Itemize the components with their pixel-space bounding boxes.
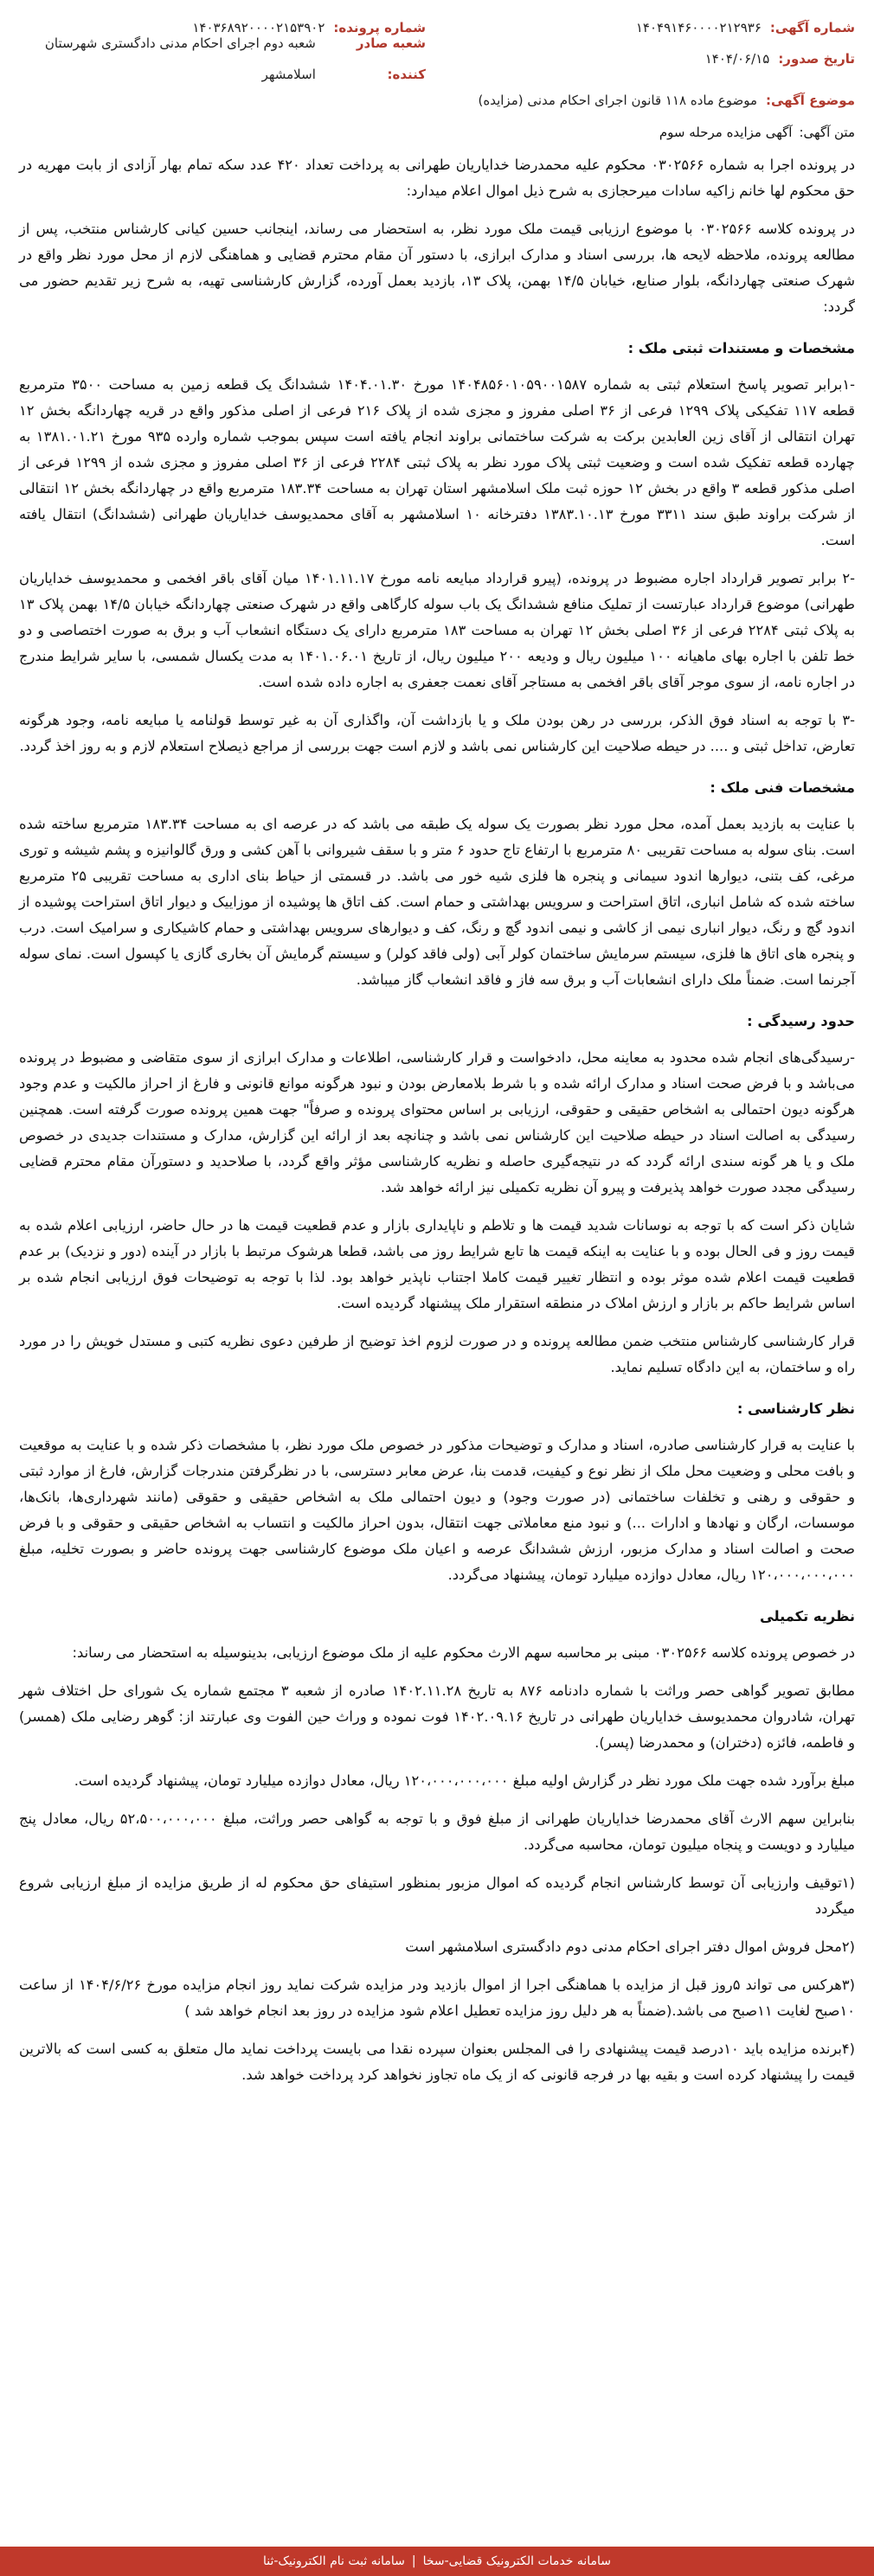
paragraph-5: -۳ با توجه به اسناد فوق الذکر، بررسی در رهن بودن ملک و یا بازداشت آن، واگذاری آن به غیر توسط قولنامه یا مبایعه نامه، وجود هرگونه تعارض، تداخل ثبتی و .... در حیطه صلاحیت این کارشناس نمی باشد و لازم است جهت بررسی از مراجع ذیصلاح استعلام لازم و به روز اخذ گردد.	[19, 712, 855, 754]
footer-bar	[0, 2547, 874, 2576]
subject-label: موضوع آگهی:	[765, 93, 855, 108]
case-number-label: شماره پرونده:	[333, 20, 426, 35]
paragraph-intro: در پرونده اجرا به شماره ۰۳۰۲۵۶۶ محکوم علیه محمدرضا خدایاریان طهرانی به پرداخت تعداد ۴۲۰ عدد سکه تمام بهار آزادی از بابت مهریه در حق محکوم لها خانم زاکیه سادات میرحجازی به شرح ذیل اموال اعلام میدارد:	[19, 157, 855, 199]
paragraph-2: در پرونده کلاسه ۰۳۰۲۵۶۶ با موضوع ارزیابی قیمت ملک مورد نظر، به استحضار می رساند، اینجانب حسین کیانی کارشناس منتخب، پس از مطالعه پرونده، ملاحظه لایحه ها، بررسی اسناد و مدارک ابرازی، با دستور آن مقام محترم قضایی و هماهنگی لازم از محل مورد نظر واقع در شهرک صنعتی چهاردانگه، بلوار صنایع، خیابان ۱۴/۵ بهمن، پلاک ۱۳، بازدید بعمل آورده، گزارش کارشناسی تهیه، به شرح زیر تقدیم حضور می گردد:	[19, 221, 855, 315]
ad-text-label: متن آگهی:	[799, 125, 855, 140]
ad-number-value: ۱۴۰۴۹۱۴۶۰۰۰۰۲۱۲۹۳۶	[635, 20, 762, 35]
footer-link-sana[interactable]: سامانه ثبت نام الکترونیک-ثنا	[262, 2554, 405, 2568]
paragraph-10: با عنایت به قرار کارشناسی صادره، اسناد و مدارک و توضیحات مذکور در خصوص ملک مورد نظر، با مشخصات ذکر شده و با عنایت به موقعیت و بافت محلی و وضعیت محل ملک از نظر نوع و کیفیت، قدمت بنا، عرض معابر دسترسی، با در نظرگرفتن مندرجات گزارش، فارغ از موارد ثبتی و حقوقی و رهنی و تخلفات ساختمانی (در صورت وجود) و دیون احتمالی ملک به اشخاص حقیقی و حقوقی (مانند شهرداری‌ها، بانک‌ها، موسسات، ارگان و نهادها و ادارات ...) و نبود منع معاملاتی جهت انتقال، بدون احراز مالکیت و انتساب به اشخاص حقیقی و حقوقی و با فرض صحت و اصالت اسناد و مدارک مزبور، ارزش ششدانگ عرصه و اعیان ملک موضوع کارشناسی جهت پرونده حاضر و بصورت تخلیه، مبلغ ۱۲۰،۰۰۰،۰۰۰،۰۰۰ ریال، معادل دوازده میلیارد تومان، پیشنهاد می‌گردد.	[19, 1437, 855, 1583]
paragraph-3: -۱برابر تصویر پاسخ استعلام ثبتی به شماره ۱۴۰۴۸۵۶۰۱۰۵۹۰۰۱۵۸۷ مورخ ۱۴۰۴.۰۱.۳۰ ششدانگ یک قطعه زمین به مساحت ۳۵۰۰ مترمربع قطعه ۱۱۷ تفکیکی پلاک ۱۲۹۹ فرعی از ۳۶ اصلی مفروز و مجزی شده از پلاک ۲۱۶ فرعی از اصلی مذکور واقع در قریه چهاردانگه بخش ۱۲ تهران انتقالی از آقای زین العابدین برکت به شرکت ساختمانی براوند انجام یافته است سپس بموجب شماره وارده ۹۳۵ مورخ ۱۳۸۱.۰۱.۲۱ به چهارده قطعه تفکیک شده است و وضعیت ثبتی پلاک مورد نظر به پلاک ثبتی ۲۲۸۴ فرعی از ۳۶ اصلی مفروز و مجزی شده از ۱۲۹۹ فرعی از اصلی مذکور قطعه ۳ واقع در بخش ۱۲ حوزه ثبت ملک اسلامشهر استان تهران به مساحت ۱۸۳.۳۴ مترمربع واقع در چهاردانگه بخش ۱۲ انتقالی از شرکت براوند طبق سند ۳۳۱۱ مورخ ۱۳۸۳.۱۰.۱۳ دفترخانه ۱۰ اسلامشهر به آقای محمدیوسف خدایاریان طهرانی (ششدانگ) انتقال یافته است.	[19, 376, 856, 548]
heading-registry: مشخصات و مستندات ثبتی ملک :	[627, 340, 855, 356]
heading-limits: حدود رسیدگی :	[747, 1013, 855, 1029]
paragraph-13: مبلغ برآورد شده جهت ملک مورد نظر در گزارش اولیه مبلغ ۱۲۰،۰۰۰،۰۰۰،۰۰۰ ریال، معادل دوازده میلیارد تومان، پیشنهاد گردیده است.	[74, 1772, 855, 1789]
paragraph-7: -رسیدگی‌های انجام شده محدود به معاینه محل، دادخواست و قرار کارشناسی، اطلاعات و مدارک ابرازی از سوی متقاضی و مضبوط در پرونده می‌باشد و با فرض صحت اسناد و مدارک ارائه شده و با شرط بلامعارض بودن و نبود هرگونه موانع قانونی و فارغ از احراز مالکیت و عدم وجود هرگونه دیون احتمالی به اشخاص حقیقی و حقوقی، ارزیابی بر اساس محتوای پرونده و صرفاً" جهت همین پرونده صورت گرفته است. همچنین رسیدگی به اصالت اسناد در حیطه صلاحیت این کارشناس نمی باشد و چنانچه بعد از ارائه این گزارش، مدارک و مستندات جدیدی در خصوص ملک و یا هر گونه سندی ارائه گردد که در نتیجه‌گیری حاصله و نظریه کارشناسی مؤثر واقع گردد، با صلاحدید و دستورآن مقام محترم قضایی رسیدگی مجدد صورت خواهد پذیرفت و پیرو آن نظریه تکمیلی نیز ارائه خواهد شد.	[19, 1049, 855, 1195]
ad-number-label: شماره آگهی:	[769, 20, 855, 35]
heading-technical: مشخصات فنی ملک :	[710, 779, 855, 796]
ad-title: آگهی مزایده مرحله سوم	[659, 125, 793, 140]
paragraph-9: قرار کارشناسی کارشناس منتخب ضمن مطالعه پرونده و در صورت لزوم اخذ توضیح از طرفین دعوی نظریه کتبی و مستدل خویش را در مورد راه و ساختمان، به این دادگاه تسلیم نماید.	[19, 1333, 855, 1375]
paragraph-15: (۱توقیف وارزیابی آن توسط کارشناس انجام گردیده که اموال مزبور بمنظور استیفای حق محکوم له از طریق مزایده از مبلغ ارزیابی شروع میگردد	[19, 1874, 855, 1917]
paragraph-14: بنابراین سهم الارث آقای محمدرضا خدایاریان طهرانی از مبلغ فوق و با توجه به گواهی حصر وراثت، مبلغ ۵۲،۵۰۰،۰۰۰،۰۰۰ ریال، معادل پنج میلیارد و دویست و پنجاه میلیون تومان، محاسبه می‌گردد.	[19, 1810, 855, 1853]
footer-separator: |	[411, 2554, 416, 2568]
paragraph-17: (۳هرکس می تواند ۵روز قبل از مزایده با هماهنگی اجرا از اموال بازدید ودر مزایده شرکت نماید روز انجام مزایده مورخ ۱۴۰۴/۶/۲۶ از ساعت ۱۰صبح لغایت ۱۱صبح می باشد.(ضمناً به هر دلیل روز مزایده تعطیل اعلام شود مزایده در روز بعد انجام خواهد شد )	[19, 1977, 855, 2019]
paragraph-12: مطابق تصویر گواهی حصر وراثت با شماره دادنامه ۸۷۶ به تاریخ ۱۴۰۲.۱۱.۲۸ صادره از شعبه ۳ مجتمع شماره یک شورای حل اختلاف شهر تهران، شادروان محمدیوسف خدایاریان طهرانی در تاریخ ۱۴۰۲.۰۹.۱۶ فوت نموده و وراث حین الفوت وی عبارتند از: گوهر رضایی ملک (همسر) و فاطمه، فائزه (دختران) و محمدرضا (پسر).	[19, 1682, 855, 1751]
meta-row-2	[19, 35, 855, 82]
ad-title-row	[19, 125, 855, 140]
heading-opinion: نظر کارشناسی :	[736, 1400, 855, 1417]
paragraph-16: (۲محل فروش اموال دفتر اجرای احکام مدنی دوم دادگستری اسلامشهر است	[405, 1938, 855, 1955]
footer-link-sakha[interactable]: سامانه خدمات الکترونیک قضایی-سخا	[422, 2554, 612, 2568]
issue-date-field	[448, 43, 855, 74]
issuer-label: شعبه صادر کننده:	[356, 35, 426, 82]
paragraph-4: -۲ برابر تصویر قرارداد اجاره مضبوط در پرونده، (پیرو قرارداد مبایعه نامه مورخ ۱۴۰۱.۱۱.۱۷ میان آقای باقر افخمی و محمدیوسف خدایاریان طهرانی) موضوع قرارداد عبارتست از تملیک منافع ششدانگ یک باب سوله کارگاهی واقع در شهرک صنعتی چهاردانگه خیابان ۱۴/۵ بهمن پلاک ۱۳ به پلاک ثبتی ۲۲۸۴ فرعی از ۳۶ اصلی بخش ۱۲ تهران به مساحت ۱۸۳ مترمربع دارای یک دستگاه انشعاب آب و برق به صورت اختصاصی و دو خط تلفن با اجاره بهای ماهیانه ۱۰۰ میلیون ریال و ودیعه ۲۰۰ میلیون ریال، از تاریخ ۱۴۰۱.۰۶.۰۱ به مدت یکسال شمسی، با سایر شرایط مندرج در اجاره نامه، از سوی موجر آقای باقر افخمی به مستاجر آقای نعمت جعفری به اجاره داده شده است.	[19, 570, 856, 690]
ad-body	[19, 152, 855, 2088]
issuer-value: شعبه دوم اجرای احکام مدنی دادگستری شهرستان اسلامشهر	[44, 35, 316, 82]
paragraph-8: شایان ذکر است که با توجه به نوسانات شدید قیمت ها و تلاطم و ناپایداری بازار و عدم قطعیت قیمت ها در حال حاضر، ارزیابی اعلام شده به قیمت روز و فی الحال بوده و با عنایت به اینکه قیمت ها تابع شرایط روز می باشد، قطعا هرشوک مرتبط با بازار در آینده (دور و نزدیک) بر عدم قطعیت قیمت اعلام شده موثر بوده و انتظار تغییر قیمت کاملا اجتناب ناپذیر خواهد بود. لذا با توجه به توضیحات فوق ارزیابی انجام شده بر اساس شرایط حاکم بر بازار و ارزش املاک در منطقه استقرار ملک پیشنهاد گردیده است.	[19, 1217, 855, 1311]
issuer-field	[19, 35, 426, 82]
subject-value: موضوع ماده ۱۱۸ قانون اجرای احکام مدنی (مزایده)	[478, 93, 757, 108]
ad-number-field	[448, 12, 855, 43]
issue-date-label: تاریخ صدور:	[778, 51, 855, 67]
heading-supplementary: نظریه تکمیلی	[759, 1608, 855, 1624]
paragraph-18: (۴برنده مزایده باید ۱۰درصد قیمت پیشنهادی را فی المجلس بعنوان سپرده نقدا می بایست پرداخت نماید مال متعلق به کسی است که بالاترین قیمت را پیشنهاد کرده است و بقیه بها در فرجه قانونی که از یک ماه تجاوز نخواهد کرد پرداخت خواهد شد.	[19, 2041, 855, 2083]
paragraph-11: در خصوص پرونده کلاسه ۰۳۰۲۵۶۶ مبنی بر محاسبه سهم الارث محکوم علیه از ملک موضوع ارزیابی، بدینوسیله به استحضار می رساند:	[72, 1644, 855, 1661]
paragraph-6: با عنایت به بازدید بعمل آمده، محل مورد نظر بصورت یک سوله یک طبقه می باشد که در عرصه ای به مساحت ۱۸۳.۳۴ مترمربع ساخته شده است. بنای سوله به مساحت تقریبی ۸۰ مترمربع با ارتفاع تاج حدود ۶ متر و با سقف شیروانی با آهن کشی و ورق گالوانیزه و پشم شیشه و توری مرغی، کف بتنی، دیوارها اندود سیمانی و پنجره ها فلزی شیه خور می باشد. در قسمتی از حیاط بنای اداری به مساحت تقریبی ۲۵ مترمربع ساخته شده که شامل انباری، اتاق استراحت و سرویس بهداشتی و حمام است. کف اتاق ها پوشیده از موزاییک و دیوار اتاق استراحت پوشیده از اندود گچ و رنگ، دیوار انباری نیمی از کاشی و نیمی اندود گچ و رنگ، کف و دیوارهای سرویس بهداشتی و حمام کاشیکاری و سرامیک است. درب و پنجره های اتاق ها فلزی، سیستم سرمایش ساختمان کولر آبی (ولی فاقد کولر) و سیستم گرمایش آن بخاری گازی یا کپسول است. نمای سوله آجرنما است. ضمناً ملک دارای انشعابات آب و برق سه فاز و فاقد انشعاب گاز میباشد.	[19, 816, 855, 988]
issue-date-value: ۱۴۰۴/۰۶/۱۵	[704, 51, 770, 67]
case-number-value: ۱۴۰۳۶۸۹۲۰۰۰۰۲۱۵۳۹۰۲	[192, 20, 325, 35]
